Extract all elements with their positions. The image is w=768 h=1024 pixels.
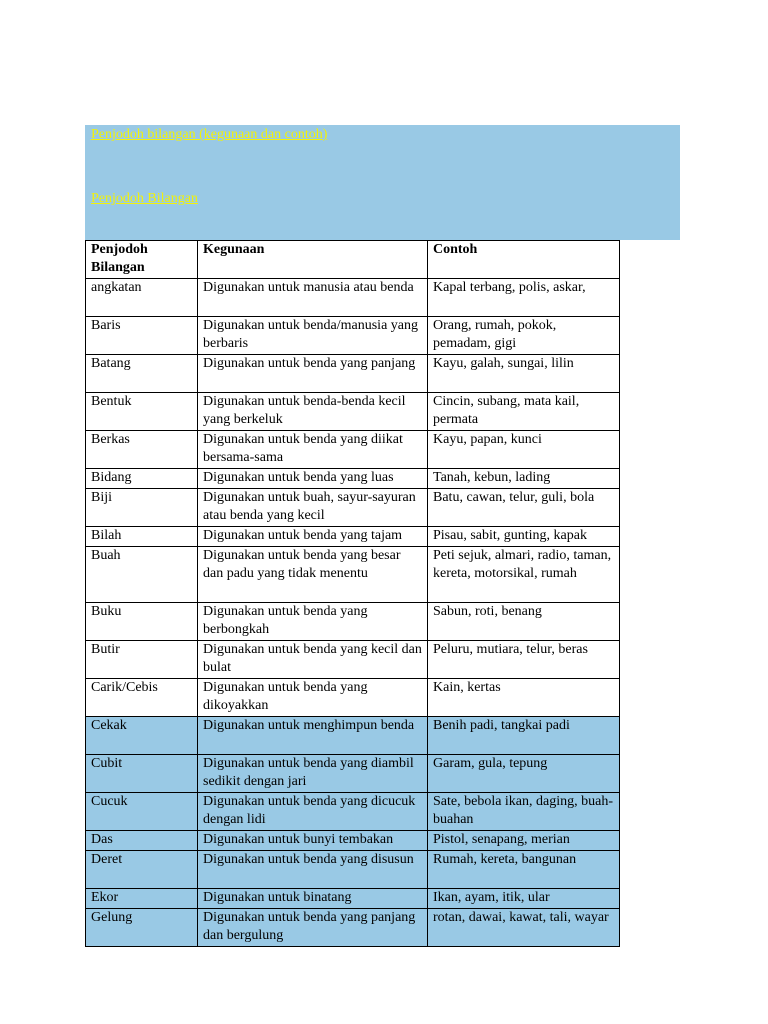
table-row xyxy=(86,851,620,889)
cell-usage: Digunakan untuk menghimpun benda xyxy=(198,717,428,755)
column-header-term: Penjodoh Bilangan xyxy=(86,241,198,279)
cell-term: Cekak xyxy=(86,717,198,755)
title-banner xyxy=(85,125,680,240)
cell-term: Baris xyxy=(86,317,198,355)
cell-term: Cubit xyxy=(86,755,198,793)
cell-usage: Digunakan untuk benda yang berbongkah xyxy=(198,603,428,641)
banner-title: Penjodoh bilangan (kegunaan dan contoh) xyxy=(91,127,328,142)
cell-term: Das xyxy=(86,831,198,851)
table-row xyxy=(86,527,620,547)
cell-usage: Digunakan untuk benda/manusia yang berbaris xyxy=(198,317,428,355)
table-row xyxy=(86,831,620,851)
cell-usage: Digunakan untuk benda yang dikoyakkan xyxy=(198,679,428,717)
table-row xyxy=(86,355,620,393)
cell-usage: Digunakan untuk benda yang diikat bersama-sama xyxy=(198,431,428,469)
table-row xyxy=(86,717,620,755)
table-row xyxy=(86,431,620,469)
cell-term: Bentuk xyxy=(86,393,198,431)
cell-usage: Digunakan untuk binatang xyxy=(198,889,428,909)
cell-term: Bidang xyxy=(86,469,198,489)
cell-example: Kayu, papan, kunci xyxy=(428,431,620,469)
cell-term: Cucuk xyxy=(86,793,198,831)
cell-example: Kain, kertas xyxy=(428,679,620,717)
cell-usage: Digunakan untuk benda yang panjang xyxy=(198,355,428,393)
cell-usage: Digunakan untuk benda yang disusun xyxy=(198,851,428,889)
cell-term: Biji xyxy=(86,489,198,527)
cell-usage: Digunakan untuk benda yang kecil dan bulat xyxy=(198,641,428,679)
table-header-row xyxy=(86,241,620,279)
cell-example: Kapal terbang, polis, askar, xyxy=(428,279,620,317)
column-header-example: Contoh xyxy=(428,241,620,279)
cell-term: Butir xyxy=(86,641,198,679)
table-row xyxy=(86,679,620,717)
cell-usage: Digunakan untuk benda yang besar dan padu yang tidak menentu xyxy=(198,547,428,603)
cell-term: Berkas xyxy=(86,431,198,469)
cell-example: Kayu, galah, sungai, lilin xyxy=(428,355,620,393)
cell-example: Garam, gula, tepung xyxy=(428,755,620,793)
cell-term: Bilah xyxy=(86,527,198,547)
cell-term: angkatan xyxy=(86,279,198,317)
cell-term: Buah xyxy=(86,547,198,603)
table-row xyxy=(86,889,620,909)
cell-example: Ikan, ayam, itik, ular xyxy=(428,889,620,909)
cell-usage: Digunakan untuk bunyi tembakan xyxy=(198,831,428,851)
cell-usage: Digunakan untuk benda yang panjang dan bergulung xyxy=(198,909,428,947)
cell-example: Pistol, senapang, merian xyxy=(428,831,620,851)
cell-term: Carik/Cebis xyxy=(86,679,198,717)
cell-example: Peti sejuk, almari, radio, taman, kereta, motorsikal, rumah xyxy=(428,547,620,603)
banner-subtitle: Penjodoh Bilangan xyxy=(91,191,198,206)
table-row xyxy=(86,793,620,831)
cell-example: Peluru, mutiara, telur, beras xyxy=(428,641,620,679)
cell-example: Rumah, kereta, bangunan xyxy=(428,851,620,889)
table-row xyxy=(86,755,620,793)
cell-term: Gelung xyxy=(86,909,198,947)
cell-example: Tanah, kebun, lading xyxy=(428,469,620,489)
column-header-usage: Kegunaan xyxy=(198,241,428,279)
table-row xyxy=(86,317,620,355)
table-row xyxy=(86,489,620,527)
cell-example: Sate, bebola ikan, daging, buah-buahan xyxy=(428,793,620,831)
cell-usage: Digunakan untuk benda yang dicucuk dengan lidi xyxy=(198,793,428,831)
table-row xyxy=(86,641,620,679)
cell-usage: Digunakan untuk buah, sayur-sayuran atau benda yang kecil xyxy=(198,489,428,527)
cell-example: Batu, cawan, telur, guli, bola xyxy=(428,489,620,527)
cell-example: Sabun, roti, benang xyxy=(428,603,620,641)
cell-term: Batang xyxy=(86,355,198,393)
cell-example: Benih padi, tangkai padi xyxy=(428,717,620,755)
cell-usage: Digunakan untuk benda yang tajam xyxy=(198,527,428,547)
cell-usage: Digunakan untuk benda yang diambil sedikit dengan jari xyxy=(198,755,428,793)
table-row xyxy=(86,279,620,317)
penjodoh-bilangan-table xyxy=(85,240,620,947)
table-row xyxy=(86,469,620,489)
cell-usage: Digunakan untuk manusia atau benda xyxy=(198,279,428,317)
cell-example: Orang, rumah, pokok, pemadam, gigi xyxy=(428,317,620,355)
table-row xyxy=(86,909,620,947)
cell-term: Ekor xyxy=(86,889,198,909)
cell-usage: Digunakan untuk benda yang luas xyxy=(198,469,428,489)
cell-term: Deret xyxy=(86,851,198,889)
cell-term: Buku xyxy=(86,603,198,641)
cell-example: Cincin, subang, mata kail, permata xyxy=(428,393,620,431)
cell-usage: Digunakan untuk benda-benda kecil yang berkeluk xyxy=(198,393,428,431)
table-row xyxy=(86,547,620,603)
cell-example: Pisau, sabit, gunting, kapak xyxy=(428,527,620,547)
table-row xyxy=(86,393,620,431)
table-row xyxy=(86,603,620,641)
cell-example: rotan, dawai, kawat, tali, wayar xyxy=(428,909,620,947)
